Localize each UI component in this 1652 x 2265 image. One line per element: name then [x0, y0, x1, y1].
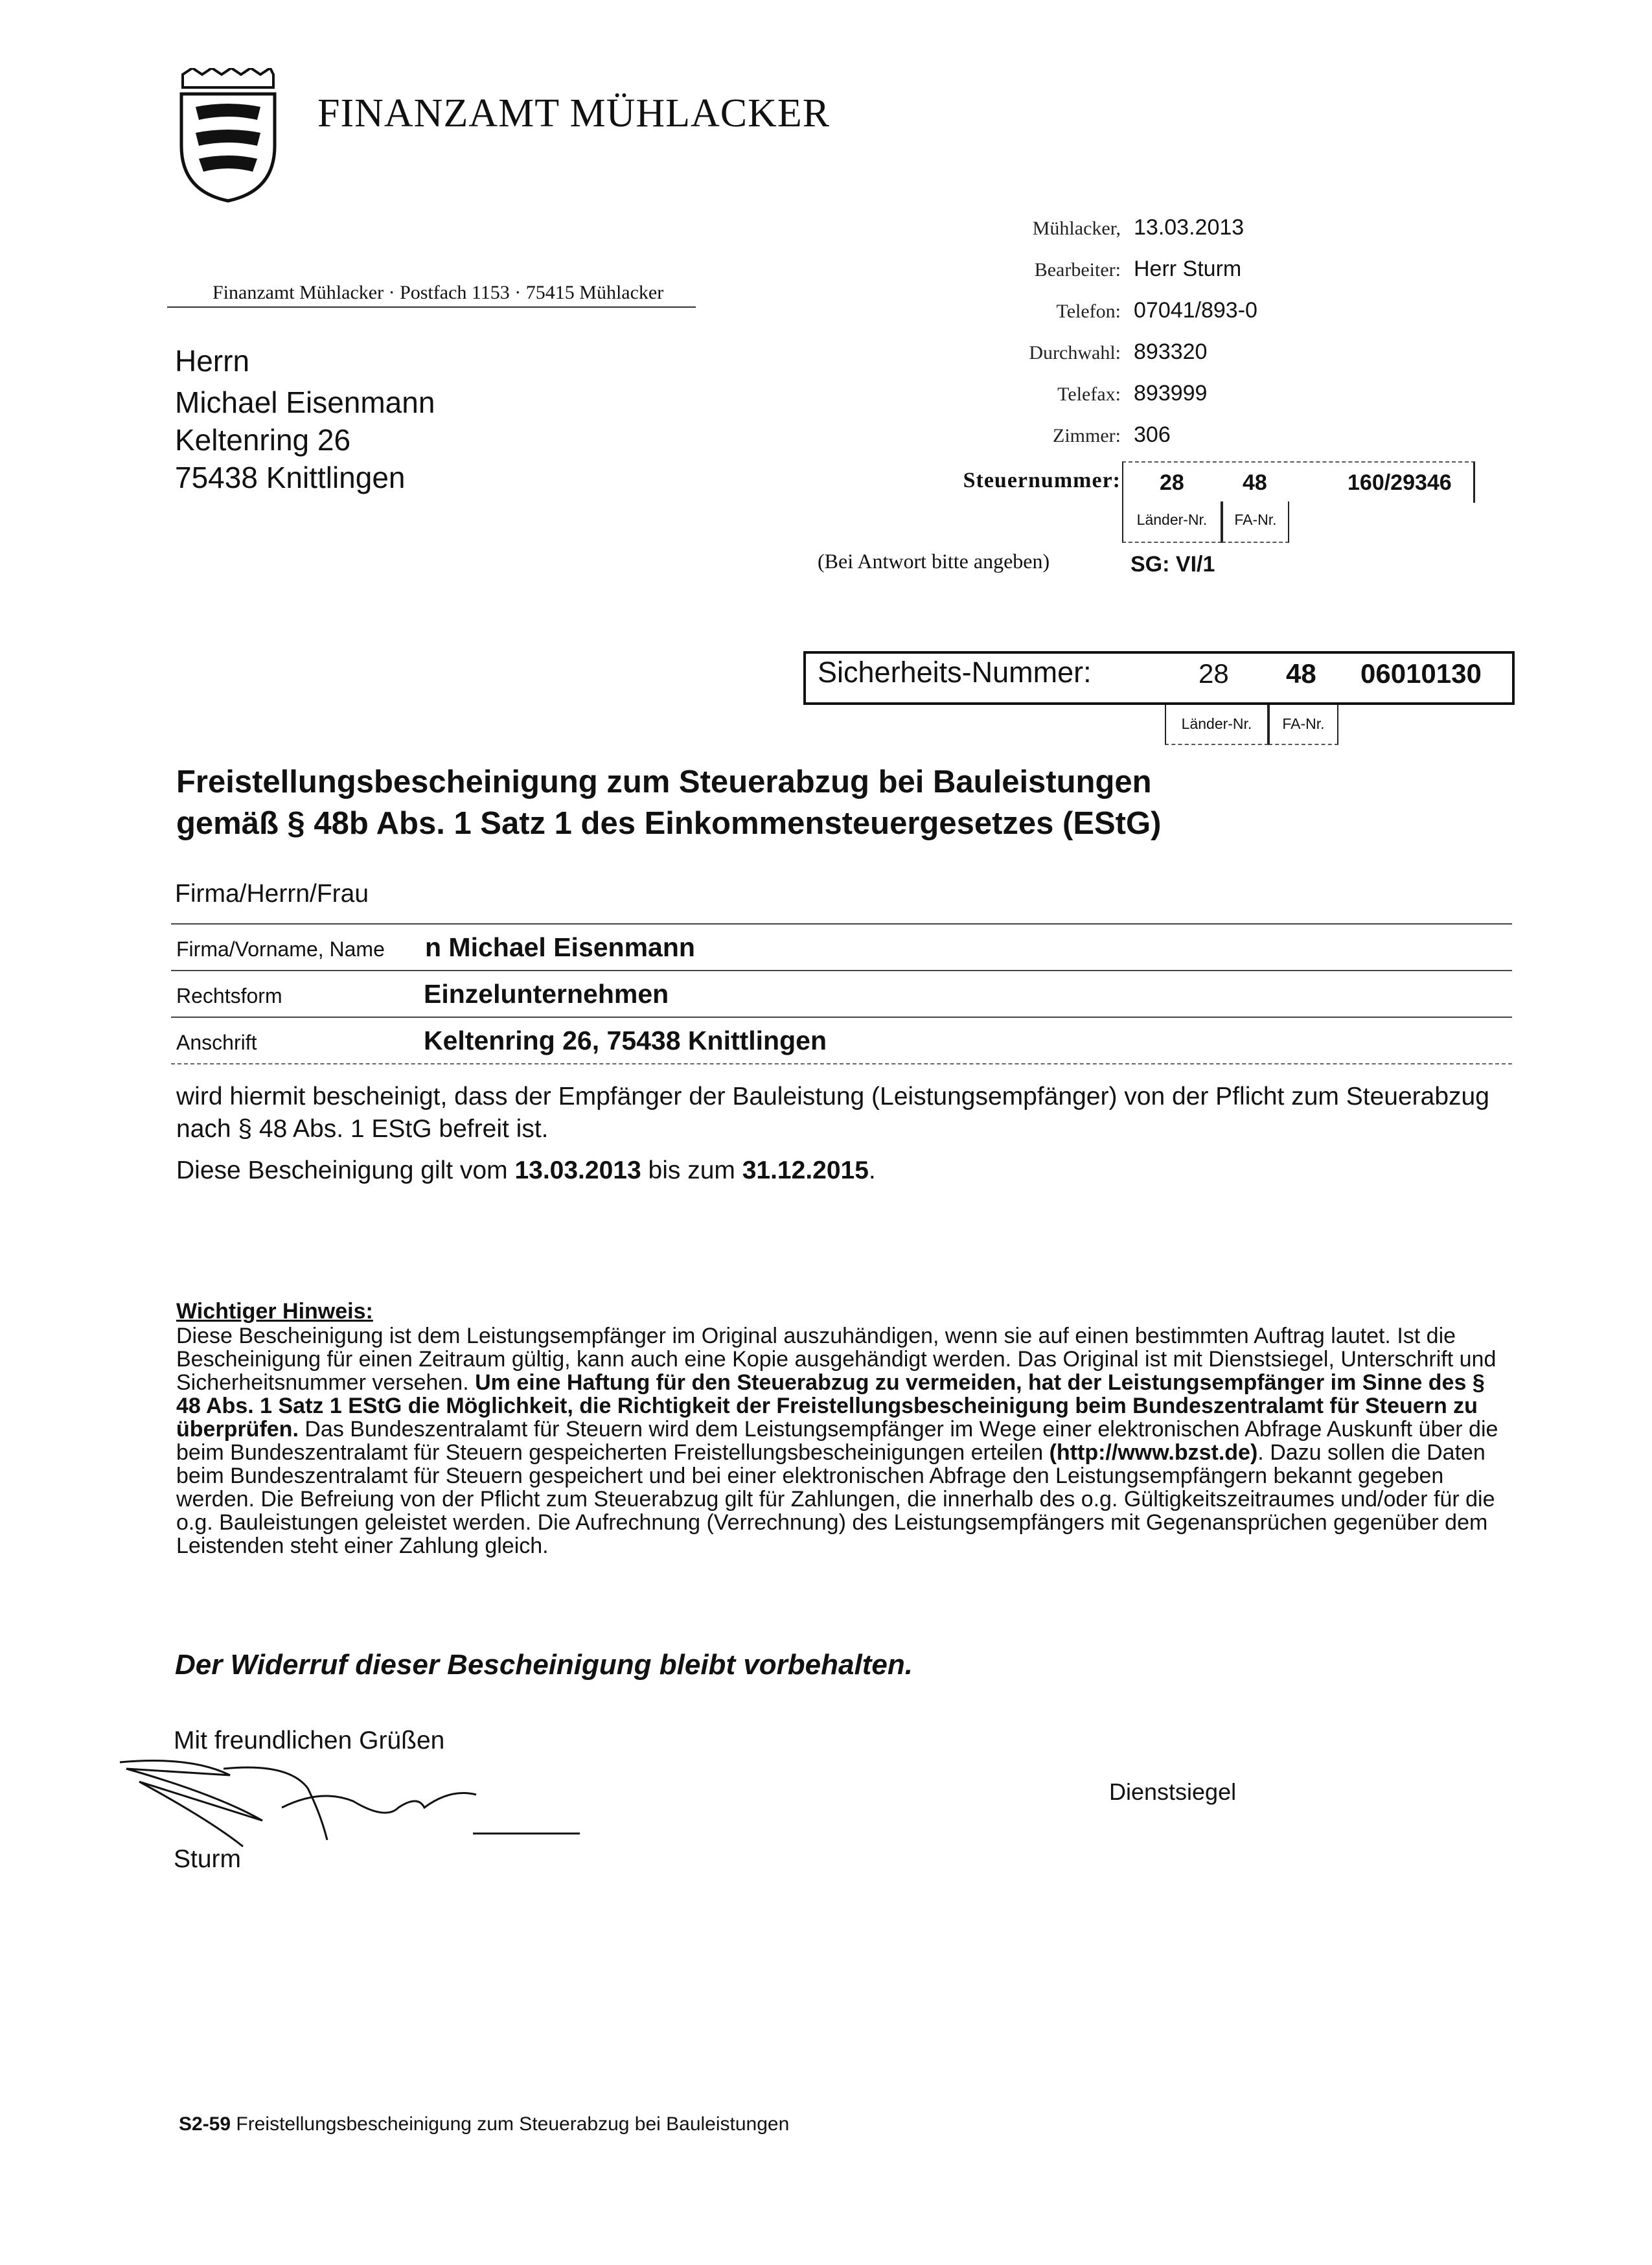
reply-note: (Bei Antwort bitte angeben) [818, 549, 1050, 573]
tax-number-laender: 28 [1160, 470, 1184, 495]
coat-of-arms-icon [176, 68, 280, 204]
direct-dial-label: Durchwahl: [1029, 342, 1121, 363]
table-row [171, 1018, 1512, 1064]
tax-number-label: Steuernummer: [963, 468, 1121, 492]
place-label: Mühlacker, [1032, 218, 1121, 239]
certificate-title-line-2: gemäß § 48b Abs. 1 Satz 1 des Einkommensteuergesetzes (EStG) [176, 806, 1162, 841]
tax-laender-caption: Länder-Nr. [1122, 501, 1222, 543]
service-group: SG: VI/1 [1130, 552, 1215, 577]
security-number-label: Sicherheits-Nummer: [818, 656, 1092, 689]
sender-address-line: Finanzamt Mühlacker · Postfach 1153 · 75415 Mühlacker [167, 282, 696, 308]
signature [113, 1749, 593, 1853]
office-title: FINANZAMT MÜHLACKER [317, 91, 831, 135]
important-notice [176, 1300, 1511, 1558]
recipient-city: 75438 Knittlingen [175, 461, 406, 494]
revocation-notice: Der Widerruf dieser Bescheinigung bleibt vorbehalten. [175, 1649, 913, 1681]
recipient-name: Michael Eisenmann [175, 385, 435, 419]
recipient-salutation: Herrn [175, 344, 250, 378]
phone-number: 07041/893-0 [1134, 298, 1257, 323]
tax-fa-caption: FA-Nr. [1222, 501, 1289, 543]
certification-text: wird hiermit bescheinigt, dass der Empfänger der Bauleistung (Leistungsempfänger) von der Pflicht zum Steuerabzug nach § 48 Abs. 1 EStG befreit ist. [176, 1083, 1489, 1143]
room-number: 306 [1134, 422, 1171, 447]
valid-to-date: 31.12.2015 [742, 1156, 869, 1184]
phone-label: Telefon: [1056, 301, 1121, 322]
notice-heading: Wichtiger Hinweis: [176, 1299, 373, 1324]
validity-statement [176, 1155, 876, 1187]
form-footer [179, 2113, 789, 2135]
fax-label: Telefax: [1057, 384, 1121, 405]
security-number-laender: 28 [1199, 658, 1229, 689]
validity-suffix: . [868, 1156, 876, 1184]
closing-greeting: Mit freundlichen Grüßen [174, 1727, 445, 1754]
letter-date: 13.03.2013 [1134, 215, 1245, 240]
validity-middle: bis zum [648, 1156, 735, 1184]
fax-number: 893999 [1134, 381, 1208, 406]
notice-part-4: . Dazu sollen die Daten beim Bundeszentralamt für Steuern gespeichert und bei einer elektronischen Abfrage den Leistungsempfängern bekannt gegeben werden. Die Befreiung von der Pflicht zum Steuerabzug gilt für Zahlungen, die innerhalb des o.g. Gültigkeitszeitraumes und/oder für die o.g. Bauleistungen geleistet werden. Die Aufrechnung (Verrechnung) des Leistungsempfängers mit Gegenansprüchen gegenüber dem Leistenden steht einer Zahlung gleich. [176, 1440, 1495, 1558]
firm-name-value: n Michael Eisenmann [425, 932, 695, 962]
room-label: Zimmer: [1053, 425, 1121, 446]
official-seal-label: Dienstsiegel [1109, 1778, 1237, 1805]
validity-prefix: Diese Bescheinigung gilt vom [176, 1156, 508, 1184]
tax-number-value: 160/29346 [1348, 470, 1452, 495]
notice-part-1: Diese Bescheinigung ist dem Leistungsempfänger im Original auszuhändigen, wenn sie auf einen bestimmten Auftrag lautet. Ist die Bescheinigung für einen Zeitraum gültig, kann auch eine Kopie ausgehändigt werden. Das Original ist mit Dienstsiegel, Unterschrift und Sicherheitsnummer versehen. [176, 1324, 1497, 1395]
clerk-name: Herr Sturm [1134, 257, 1242, 281]
certificate-title-line-1: Freistellungsbescheinigung zum Steuerabzug bei Bauleistungen [176, 765, 1152, 799]
security-number-value: 06010130 [1360, 658, 1482, 689]
bzst-link[interactable]: (http://www.bzst.de) [1049, 1440, 1258, 1465]
security-fa-caption: FA-Nr. [1268, 705, 1338, 745]
direct-dial-number: 893320 [1134, 339, 1208, 364]
table-row [171, 925, 1512, 971]
legal-form-value: Einzelunternehmen [424, 979, 669, 1009]
firm-name-label: Firma/Vorname, Name [176, 937, 385, 961]
clerk-label: Bearbeiter: [1034, 259, 1121, 281]
legal-form-label: Rechtsform [176, 984, 282, 1007]
firm-table-heading: Firma/Herrn/Frau [175, 880, 369, 908]
table-row [171, 971, 1512, 1018]
notice-body [176, 1324, 1511, 1558]
valid-from-date: 13.03.2013 [514, 1156, 641, 1184]
firm-table [171, 923, 1512, 1064]
recipient-street: Keltenring 26 [175, 423, 351, 457]
tax-number-fa: 48 [1243, 470, 1267, 495]
form-footer-text: Freistellungsbescheinigung zum Steuerabzug bei Bauleistungen [236, 2113, 790, 2135]
notice-part-2: Um eine Haftung für den Steuerabzug zu vermeiden, hat der Leistungsempfänger im Sinne des § 48 Abs. 1 Satz 1 EStG die Möglichkeit, die Richtigkeit der Freistellungsbescheinigung beim Bundeszentralamt für Steuern zu überprüfen. [176, 1370, 1485, 1442]
security-laender-caption: Länder-Nr. [1165, 705, 1268, 745]
address-value: Keltenring 26, 75438 Knittlingen [424, 1026, 827, 1055]
form-code: S2-59 [179, 2113, 231, 2135]
signer-name: Sturm [174, 1845, 242, 1873]
security-number-fa: 48 [1286, 658, 1316, 689]
notice-part-3: Das Bundeszentralamt für Steuern wird dem Leistungsempfänger im Wege einer elektronischen Abfrage Auskunft über die beim Bundeszentralamt für Steuern gespeicherten Freistellungsbescheinigungen erteilen [176, 1417, 1498, 1465]
certificate-title [176, 761, 1161, 844]
address-label: Anschrift [176, 1031, 257, 1054]
